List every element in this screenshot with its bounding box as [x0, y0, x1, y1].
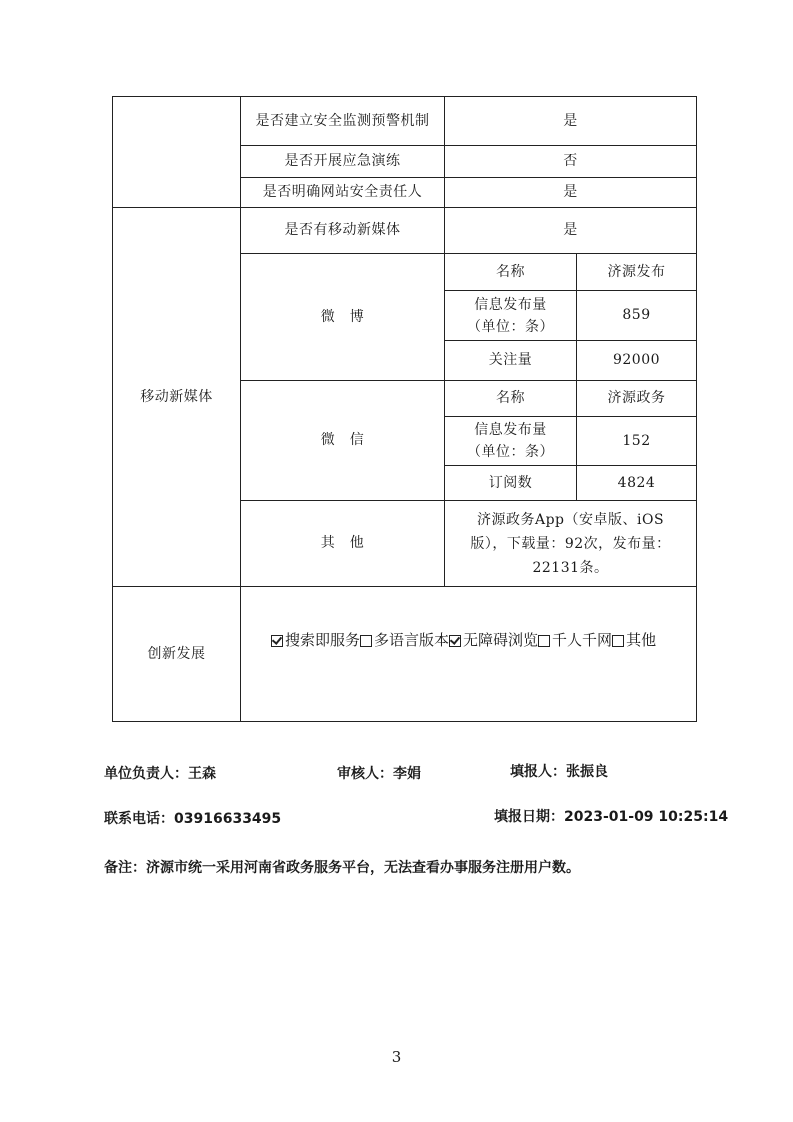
- has-mobile-label: 是否有移动新媒体: [241, 208, 445, 254]
- weibo-name-label: 名称: [445, 254, 577, 291]
- personalized-web-checkbox[interactable]: [538, 635, 550, 647]
- multi-language-checkbox[interactable]: [360, 635, 372, 647]
- other-media-value: 济源政务App（安卓版、iOS版），下载量：92次，发布量：22131条。: [445, 501, 697, 587]
- warning-mechanism-label: 是否建立安全监测预警机制: [241, 97, 445, 146]
- accessibility-checkbox[interactable]: [449, 635, 461, 647]
- weibo-count-label: [445, 291, 577, 341]
- unit-head: 单位负责人：王森: [104, 766, 216, 782]
- wechat-name-value: 济源政务: [577, 381, 697, 417]
- mobile-media-section-label: 移动新媒体: [113, 208, 241, 587]
- weibo-count-label-line1: 信息发布量: [474, 296, 547, 313]
- security-section-cell: [113, 97, 241, 208]
- responsible-person-value: 是: [445, 178, 697, 208]
- emergency-drill-label: 是否开展应急演练: [241, 146, 445, 178]
- report-table: [112, 96, 697, 722]
- warning-mechanism-value: 是: [445, 97, 697, 146]
- other-innovation-checkbox[interactable]: [612, 635, 624, 647]
- remark: 备注：济源市统一采用河南省政务服务平台，无法查看办事服务注册用户数。: [104, 860, 580, 876]
- wechat-name-label: 名称: [445, 381, 577, 417]
- reviewer: 审核人：李娟: [337, 766, 421, 782]
- wechat-count-label: [445, 417, 577, 466]
- wechat-subs-label: 订阅数: [445, 466, 577, 501]
- innovation-options-cell: [241, 587, 697, 722]
- weibo-followers-value: 92000: [577, 341, 697, 381]
- multi-language-label: 多语言版本: [374, 631, 450, 649]
- innovation-label: 创新发展: [113, 587, 241, 722]
- emergency-drill-value: 否: [445, 146, 697, 178]
- wechat-label: 微 信: [241, 381, 445, 501]
- page-number: 3: [391, 1048, 402, 1066]
- has-mobile-value: 是: [445, 208, 697, 254]
- innovation-options: [271, 629, 656, 652]
- responsible-person-label: 是否明确网站安全责任人: [241, 178, 445, 208]
- weibo-name-value: 济源发布: [577, 254, 697, 291]
- weibo-label: 微 博: [241, 254, 445, 381]
- weibo-count-label-line2: （单位：条）: [467, 318, 554, 335]
- weibo-count-value: 859: [577, 291, 697, 341]
- wechat-subs-value: 4824: [577, 466, 697, 501]
- other-innovation-label: 其他: [626, 631, 657, 649]
- wechat-count-label-line1: 信息发布量: [474, 422, 547, 438]
- search-as-service-label: 搜索即服务: [285, 631, 361, 649]
- other-media-label: 其 他: [241, 501, 445, 587]
- wechat-count-value: 152: [577, 417, 697, 466]
- wechat-count-label-line2: （单位：条）: [467, 444, 554, 460]
- weibo-followers-label: 关注量: [445, 341, 577, 381]
- fill-date: 填报日期：2023-01-09 10:25:14: [494, 809, 729, 825]
- contact-phone: 联系电话：03916633495: [104, 811, 282, 827]
- personalized-web-label: 千人千网: [552, 631, 613, 649]
- filler: 填报人：张振良: [510, 764, 608, 780]
- accessibility-label: 无障碍浏览: [463, 631, 539, 649]
- search-as-service-checkbox[interactable]: [271, 635, 283, 647]
